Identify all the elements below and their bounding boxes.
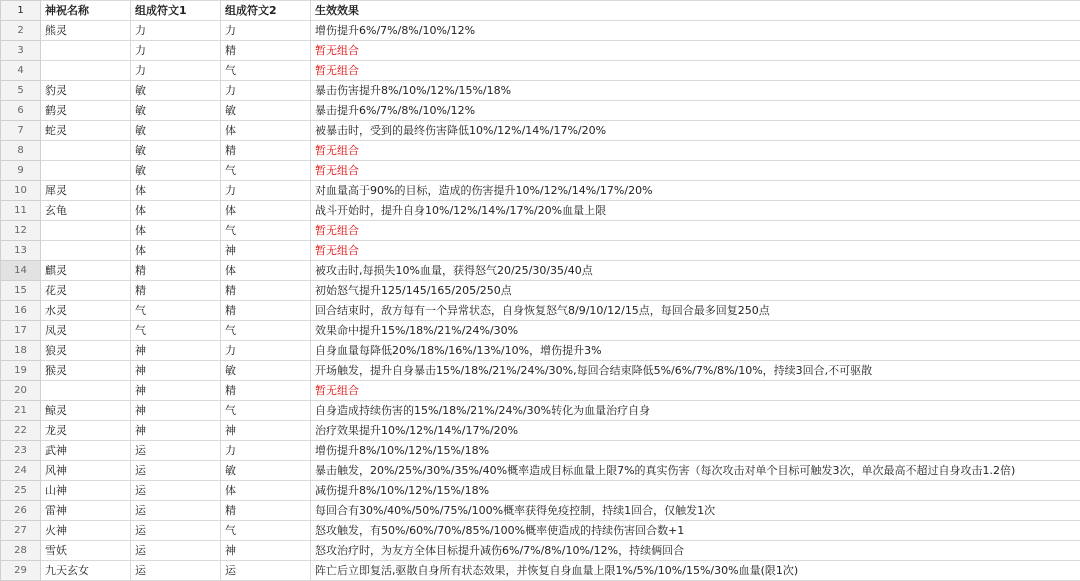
cell-rune2[interactable]: 力 [221, 21, 311, 41]
table-row [1, 181, 1080, 201]
cell-rune1[interactable]: 敏 [131, 81, 221, 101]
cell-name[interactable]: 蛇灵 [41, 121, 131, 141]
cell-rune2[interactable]: 力 [221, 81, 311, 101]
row-number[interactable]: 23 [1, 441, 41, 461]
header-cell-name[interactable]: 神祝名称 [41, 1, 131, 21]
table-row [1, 421, 1080, 441]
cell-effect[interactable]: 被暴击时，受到的最终伤害降低10%/12%/14%/17%/20% [311, 121, 1080, 141]
cell-rune1[interactable]: 敏 [131, 101, 221, 121]
cell-rune1[interactable]: 体 [131, 221, 221, 241]
cell-effect[interactable]: 自身血量每降低20%/18%/16%/13%/10%，增伤提升3% [311, 341, 1080, 361]
cell-effect[interactable]: 暂无组合 [311, 381, 1080, 401]
cell-rune2[interactable]: 神 [221, 241, 311, 261]
cell-effect[interactable]: 效果命中提升15%/18%/21%/24%/30% [311, 321, 1080, 341]
cell-rune1[interactable]: 神 [131, 421, 221, 441]
cell-rune1[interactable]: 精 [131, 281, 221, 301]
table-row [1, 561, 1080, 581]
cell-effect[interactable]: 阵亡后立即复活,驱散自身所有状态效果，并恢复自身血量上限1%/5%/10%/15%/30%血量(限1次) [311, 561, 1080, 581]
cell-rune1[interactable]: 力 [131, 61, 221, 81]
cell-rune2[interactable]: 精 [221, 381, 311, 401]
cell-effect[interactable]: 暂无组合 [311, 141, 1080, 161]
cell-rune2[interactable]: 气 [221, 321, 311, 341]
row-number[interactable]: 4 [1, 61, 41, 81]
table-row [1, 281, 1080, 301]
cell-effect[interactable]: 被攻击时,每损失10%血量，获得怒气20/25/30/35/40点 [311, 261, 1080, 281]
row-number[interactable]: 7 [1, 121, 41, 141]
table-row [1, 221, 1080, 241]
cell-effect[interactable]: 暂无组合 [311, 161, 1080, 181]
cell-rune2[interactable]: 气 [221, 401, 311, 421]
cell-rune2[interactable]: 力 [221, 441, 311, 461]
cell-name[interactable] [41, 61, 131, 81]
cell-rune1[interactable]: 神 [131, 381, 221, 401]
table-row [1, 81, 1080, 101]
row-number[interactable]: 21 [1, 401, 41, 421]
cell-rune1[interactable]: 敏 [131, 161, 221, 181]
cell-name[interactable] [41, 241, 131, 261]
cell-name[interactable]: 水灵 [41, 301, 131, 321]
table-row [1, 521, 1080, 541]
cell-name[interactable]: 豹灵 [41, 81, 131, 101]
cell-effect[interactable]: 暂无组合 [311, 41, 1080, 61]
table-row [1, 401, 1080, 421]
row-number[interactable]: 28 [1, 541, 41, 561]
cell-rune2[interactable]: 精 [221, 281, 311, 301]
cell-name[interactable]: 九天玄女 [41, 561, 131, 581]
row-number[interactable]: 11 [1, 201, 41, 221]
cell-effect[interactable]: 对血量高于90%的目标，造成的伤害提升10%/12%/14%/17%/20% [311, 181, 1080, 201]
cell-name[interactable]: 花灵 [41, 281, 131, 301]
cell-effect[interactable]: 初始怒气提升125/145/165/205/250点 [311, 281, 1080, 301]
cell-rune1[interactable]: 神 [131, 361, 221, 381]
table-row [1, 121, 1080, 141]
cell-rune1[interactable]: 神 [131, 401, 221, 421]
cell-name[interactable]: 狼灵 [41, 341, 131, 361]
cell-rune2[interactable]: 气 [221, 221, 311, 241]
row-number[interactable]: 9 [1, 161, 41, 181]
cell-name[interactable]: 犀灵 [41, 181, 131, 201]
cell-name[interactable]: 山神 [41, 481, 131, 501]
cell-rune1[interactable]: 气 [131, 321, 221, 341]
table-row [1, 461, 1080, 481]
table-row [1, 481, 1080, 501]
cell-effect[interactable]: 回合结束时，敌方每有一个异常状态，自身恢复怒气8/9/10/12/15点，每回合最多回复250点 [311, 301, 1080, 321]
cell-effect[interactable]: 战斗开始时，提升自身10%/12%/14%/17%/20%血量上限 [311, 201, 1080, 221]
row-number[interactable]: 3 [1, 41, 41, 61]
cell-rune1[interactable]: 体 [131, 181, 221, 201]
row-number[interactable]: 14 [1, 261, 41, 281]
row-number[interactable]: 17 [1, 321, 41, 341]
table-row [1, 41, 1080, 61]
cell-effect[interactable]: 增伤提升8%/10%/12%/15%/18% [311, 441, 1080, 461]
table-row [1, 241, 1080, 261]
table-row [1, 161, 1080, 181]
cell-rune2[interactable]: 神 [221, 541, 311, 561]
cell-name[interactable]: 熊灵 [41, 21, 131, 41]
cell-name[interactable]: 龙灵 [41, 421, 131, 441]
row-number[interactable]: 16 [1, 301, 41, 321]
table-row [1, 201, 1080, 221]
table-row [1, 61, 1080, 81]
cell-rune2[interactable]: 体 [221, 261, 311, 281]
table-row [1, 541, 1080, 561]
table-row [1, 321, 1080, 341]
cell-name[interactable]: 猴灵 [41, 361, 131, 381]
cell-name[interactable]: 鹤灵 [41, 101, 131, 121]
cell-effect[interactable]: 怒攻治疗时，为友方全体目标提升减伤6%/7%/8%/10%/12%，持续俩回合 [311, 541, 1080, 561]
cell-name[interactable] [41, 41, 131, 61]
cell-rune2[interactable]: 力 [221, 181, 311, 201]
table-row [1, 141, 1080, 161]
cell-name[interactable]: 玄龟 [41, 201, 131, 221]
cell-rune1[interactable]: 运 [131, 521, 221, 541]
cell-effect[interactable]: 暂无组合 [311, 221, 1080, 241]
header-cell-rune2[interactable]: 组成符文2 [221, 1, 311, 21]
cell-effect[interactable]: 治疗效果提升10%/12%/14%/17%/20% [311, 421, 1080, 441]
row-number[interactable]: 8 [1, 141, 41, 161]
table-row [1, 501, 1080, 521]
table-row [1, 21, 1080, 41]
cell-name[interactable]: 雷神 [41, 501, 131, 521]
cell-effect[interactable]: 自身造成持续伤害的15%/18%/21%/24%/30%转化为血量治疗自身 [311, 401, 1080, 421]
cell-rune1[interactable]: 敏 [131, 121, 221, 141]
cell-name[interactable]: 火神 [41, 521, 131, 541]
cell-rune1[interactable]: 力 [131, 21, 221, 41]
row-number[interactable]: 25 [1, 481, 41, 501]
table-row [1, 101, 1080, 121]
cell-effect[interactable]: 每回合有30%/40%/50%/75%/100%概率获得免疫控制，持续1回合，仅触发1次 [311, 501, 1080, 521]
cell-rune1[interactable]: 运 [131, 561, 221, 581]
cell-effect[interactable]: 怒攻触发，有50%/60%/70%/85%/100%概率使造成的持续伤害回合数+1 [311, 521, 1080, 541]
cell-rune1[interactable]: 运 [131, 501, 221, 521]
row-number[interactable]: 18 [1, 341, 41, 361]
cell-rune2[interactable]: 气 [221, 61, 311, 81]
row-number[interactable]: 26 [1, 501, 41, 521]
cell-rune2[interactable]: 敏 [221, 461, 311, 481]
table-row [1, 361, 1080, 381]
cell-rune1[interactable]: 体 [131, 201, 221, 221]
row-number[interactable]: 6 [1, 101, 41, 121]
cell-rune1[interactable]: 精 [131, 261, 221, 281]
cell-rune2[interactable]: 气 [221, 521, 311, 541]
cell-rune2[interactable]: 敏 [221, 101, 311, 121]
row-number[interactable]: 20 [1, 381, 41, 401]
cell-rune2[interactable]: 精 [221, 501, 311, 521]
table-row [1, 381, 1080, 401]
cell-rune1[interactable]: 运 [131, 481, 221, 501]
cell-name[interactable]: 凤灵 [41, 321, 131, 341]
cell-rune1[interactable]: 体 [131, 241, 221, 261]
cell-name[interactable] [41, 221, 131, 241]
header-row [1, 1, 1080, 21]
row-number[interactable]: 15 [1, 281, 41, 301]
cell-rune2[interactable]: 神 [221, 421, 311, 441]
cell-rune1[interactable]: 运 [131, 441, 221, 461]
row-number[interactable]: 22 [1, 421, 41, 441]
row-number[interactable]: 13 [1, 241, 41, 261]
cell-rune2[interactable]: 精 [221, 41, 311, 61]
header-cell-effect[interactable]: 生效效果 [311, 1, 1080, 21]
cell-rune1[interactable]: 运 [131, 461, 221, 481]
cell-rune1[interactable]: 神 [131, 341, 221, 361]
cell-rune2[interactable]: 体 [221, 121, 311, 141]
row-number[interactable]: 2 [1, 21, 41, 41]
cell-name[interactable]: 麒灵 [41, 261, 131, 281]
cell-effect[interactable]: 暴击提升6%/7%/8%/10%/12% [311, 101, 1080, 121]
cell-rune1[interactable]: 运 [131, 541, 221, 561]
header-cell-rune1[interactable]: 组成符文1 [131, 1, 221, 21]
cell-effect[interactable]: 增伤提升6%/7%/8%/10%/12% [311, 21, 1080, 41]
cell-rune2[interactable]: 体 [221, 481, 311, 501]
row-number[interactable]: 27 [1, 521, 41, 541]
cell-name[interactable]: 雪妖 [41, 541, 131, 561]
cell-name[interactable]: 武神 [41, 441, 131, 461]
cell-name[interactable]: 风神 [41, 461, 131, 481]
cell-rune2[interactable]: 运 [221, 561, 311, 581]
row-number[interactable]: 5 [1, 81, 41, 101]
cell-name[interactable] [41, 161, 131, 181]
cell-rune2[interactable]: 精 [221, 301, 311, 321]
cell-rune2[interactable]: 精 [221, 141, 311, 161]
cell-name[interactable]: 鲸灵 [41, 401, 131, 421]
cell-rune2[interactable]: 气 [221, 161, 311, 181]
cell-effect[interactable]: 开场触发，提升自身暴击15%/18%/21%/24%/30%,每回合结束降低5%/6%/7%/8%/10%，持续3回合,不可驱散 [311, 361, 1080, 381]
cell-effect[interactable]: 暂无组合 [311, 61, 1080, 81]
cell-rune2[interactable]: 体 [221, 201, 311, 221]
cell-rune1[interactable]: 力 [131, 41, 221, 61]
row-number[interactable]: 29 [1, 561, 41, 581]
cell-name[interactable] [41, 141, 131, 161]
cell-rune1[interactable]: 敏 [131, 141, 221, 161]
cell-rune1[interactable]: 气 [131, 301, 221, 321]
cell-effect[interactable]: 暂无组合 [311, 241, 1080, 261]
cell-effect[interactable]: 暴击触发，20%/25%/30%/35%/40%概率造成目标血量上限7%的真实伤害（每次攻击对单个目标可触发3次，单次最高不超过自身攻击1.2倍) [311, 461, 1080, 481]
cell-rune2[interactable]: 敏 [221, 361, 311, 381]
table-row [1, 441, 1080, 461]
cell-effect[interactable]: 暴击伤害提升8%/10%/12%/15%/18% [311, 81, 1080, 101]
row-number[interactable]: 12 [1, 221, 41, 241]
row-number[interactable]: 19 [1, 361, 41, 381]
cell-name[interactable] [41, 381, 131, 401]
table-row [1, 301, 1080, 321]
row-number[interactable]: 1 [1, 1, 41, 21]
table-row [1, 261, 1080, 281]
table-row [1, 341, 1080, 361]
cell-effect[interactable]: 减伤提升8%/10%/12%/15%/18% [311, 481, 1080, 501]
row-number[interactable]: 10 [1, 181, 41, 201]
row-number[interactable]: 24 [1, 461, 41, 481]
cell-rune2[interactable]: 力 [221, 341, 311, 361]
